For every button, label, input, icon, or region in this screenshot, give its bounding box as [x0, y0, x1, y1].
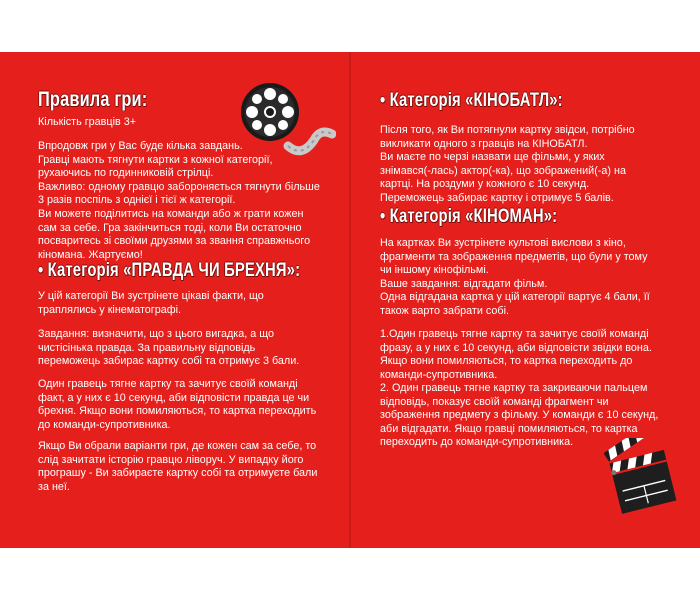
category-kinobattle-title: • Категорія «КІНОБАТЛ»:	[380, 90, 563, 111]
truth-or-lie-intro: У цій категорії Ви зустрінете цікаві факти, що траплялись у кінематографі.	[38, 290, 264, 316]
players-count: Кількість гравців 3+	[38, 116, 137, 128]
truth-or-lie-solo-rule: Якщо Ви обрали варіанти гри, де кожен сам за себе, то слід зачитати історію гравцю ліворуч. У випадку його програшу - Ви забираєте картку собі та отримуєте бали за неї.	[38, 440, 318, 493]
rules-intro: Впродовж гри у Вас буде кілька завдань. Гравці мають тягнути картки з кожної категорії, рухаючись по годинниковій стрілці. Важливо: одному гравцю забороняється тягнути більше 3 разів поспіль з однієї і тієї ж категорії. Ви можете поділитись на команди або ж грати кожен сам за себе. Гра закінчиться тоді, коли Ви остаточно посваритесь зі своїми друзями за звання справжнього кіномана. Жартуємо!	[38, 140, 320, 261]
category-truth-or-lie-title: • Категорія «ПРАВДА ЧИ БРЕХНЯ»:	[38, 260, 301, 281]
rules-title: Правила гри:	[38, 88, 148, 111]
truth-or-lie-team-rule: Один гравець тягне картку та зачитує своїй команді факт, а у них є 10 секунд, аби відповісти правда це чи брехня. Якщо вони помиляються, то картка переходить до команди-супротивника.	[38, 378, 317, 431]
page-fold	[349, 52, 351, 548]
rules-sheet	[0, 52, 700, 548]
category-kinoman-title: • Категорія «КІНОМАН»:	[380, 206, 558, 227]
kinobattle-text: Після того, як Ви потягнули картку звідси, потрібно викликати одного з гравців на КІНОБАТЛ. Ви маєте по черзі назвати ще фільми, у яких знімався(-лась) актор(-ка), що зображений(-а) на картці. На роздуми у кожного є 10 секунд. Переможець забирає картку і отримує 5 балів.	[380, 124, 635, 204]
kinoman-rule-1: 1.Один гравець тягне картку та зачитує своїй команді фразу, а у них є 10 секунд, аби відповісти звідки вона. Якщо вони помиляються, то картка переходить до команди-супротивника.	[380, 328, 652, 381]
film-reel-icon	[240, 80, 336, 158]
clapperboard-icon	[604, 438, 680, 518]
kinoman-rule-2: 2. Один гравець тягне картку та закриваючи пальцем відповідь, показує своїй команді фрагмент чи зображення предмету з фільму. У команди є 10 секунд, аби відгадати. Якщо гравці помиляються, то картка переходить до команди-супротивника.	[380, 382, 659, 449]
truth-or-lie-task: Завдання: визначити, що з цього вигадка, а що чистісінька правда. За правильну відповідь переможець забирає картку собі та отримує 3 бали.	[38, 328, 300, 368]
kinoman-text: На картках Ви зустрінете культові вислови з кіно, фрагменти та зображення предметів, що були у тому чи іншому кінофільмі. Ваше завдання: відгадати фільм. Одна відгадана картка у цій категорії вартує 4 бали, її також варто забрати собі.	[380, 237, 650, 317]
